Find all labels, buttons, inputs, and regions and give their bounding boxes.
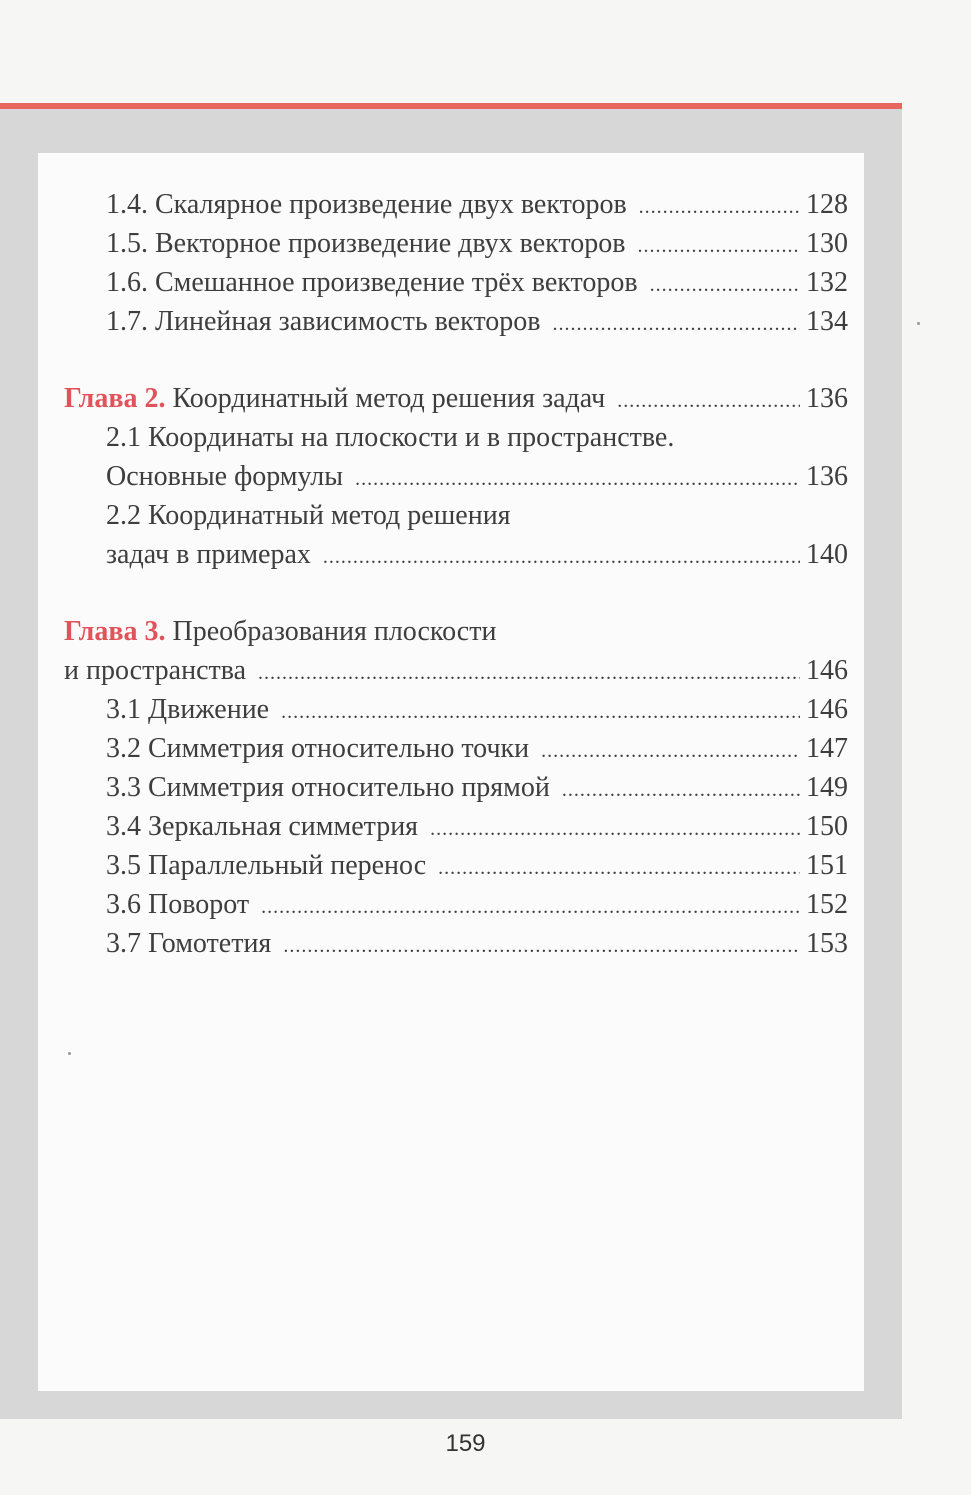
toc-entry-3-6 xyxy=(64,885,848,924)
toc-entry-label: 3.5 Параллельный перенос xyxy=(106,850,427,881)
toc-page-number: 134 xyxy=(806,306,848,337)
dot-leader xyxy=(541,732,800,771)
toc-entry-label: 2.2 Координатный метод решения xyxy=(106,500,511,531)
toc-entry-3-7 xyxy=(64,924,848,963)
toc-chapter-3 xyxy=(64,651,848,690)
toc-entry-label: 1.7. Линейная зависимость векторов xyxy=(106,306,541,337)
chapter-title: Координатный метод решения задач xyxy=(172,383,606,414)
toc-page-number: 152 xyxy=(806,889,848,920)
dot-leader xyxy=(258,654,800,693)
toc-entry-1-6 xyxy=(64,263,848,302)
toc-entry-label: 3.3 Симметрия относительно прямой xyxy=(106,772,550,803)
dot-leader xyxy=(438,849,800,888)
toc-entry-2-1-line1 xyxy=(64,418,848,457)
dot-leader xyxy=(355,460,800,499)
toc-page-number: 146 xyxy=(806,694,848,725)
toc-entry-2-1 xyxy=(64,457,848,496)
toc-page-number: 128 xyxy=(806,189,848,220)
dot-leader xyxy=(650,266,800,305)
toc-entry-3-2 xyxy=(64,729,848,768)
dot-leader xyxy=(283,927,800,966)
toc-entry-label: 3.1 Движение xyxy=(106,694,270,725)
chapter-title: и пространства xyxy=(64,655,247,686)
toc-page-number: 149 xyxy=(806,772,848,803)
toc-page-number: 150 xyxy=(806,811,848,842)
toc-chapter-3-line1 xyxy=(64,612,848,651)
dot-leader xyxy=(281,693,800,732)
toc-chapter-2 xyxy=(64,379,848,418)
page-number: 159 xyxy=(445,1430,486,1457)
toc-entry-1-4 xyxy=(64,185,848,224)
toc-page-number: 151 xyxy=(806,850,848,881)
dot-leader xyxy=(261,888,800,927)
toc-page-number: 130 xyxy=(806,228,848,259)
toc-entry-label: Основные формулы xyxy=(106,461,344,492)
toc-entry-label: 3.4 Зеркальная симметрия xyxy=(106,811,419,842)
toc-entry-1-5 xyxy=(64,224,848,263)
speck xyxy=(68,1052,71,1055)
toc-entry-1-7 xyxy=(64,302,848,341)
toc-entry-label: 1.5. Векторное произведение двух векторов xyxy=(106,228,626,259)
toc-entry-3-5 xyxy=(64,846,848,885)
toc-page-number: 140 xyxy=(806,539,848,570)
toc-entry-2-2 xyxy=(64,535,848,574)
toc-page-number: 136 xyxy=(806,461,848,492)
toc-entry-2-2-line1 xyxy=(64,496,848,535)
toc-entry-label: задач в примерах xyxy=(106,539,311,570)
toc-entry-3-3 xyxy=(64,768,848,807)
chapter-title: Преобразования плоскости xyxy=(172,616,497,647)
toc-entry-label: 1.4. Скалярное произведение двух векторов xyxy=(106,189,627,220)
toc-entry-label: 1.6. Смешанное произведение трёх векторов xyxy=(106,267,638,298)
toc-page-number: 153 xyxy=(806,928,848,959)
chapter-label: Глава 2. xyxy=(64,383,166,414)
dot-leader xyxy=(430,810,800,849)
toc-entry-3-4 xyxy=(64,807,848,846)
dot-leader xyxy=(617,382,800,421)
table-of-contents xyxy=(64,185,848,963)
toc-page-number: 147 xyxy=(806,733,848,764)
toc-entry-3-1 xyxy=(64,690,848,729)
chapter-label: Глава 3. xyxy=(64,616,166,647)
toc-page-number: 132 xyxy=(806,267,848,298)
dot-leader xyxy=(552,305,800,344)
toc-page-number: 136 xyxy=(806,383,848,414)
dot-leader xyxy=(323,538,800,577)
toc-entry-label: 2.1 Координаты на плоскости и в пространстве. xyxy=(106,422,675,453)
dot-leader xyxy=(638,227,801,266)
dot-leader xyxy=(562,771,800,810)
toc-entry-label: 3.2 Симметрия относительно точки xyxy=(106,733,530,764)
toc-entry-label: 3.7 Гомотетия xyxy=(106,928,272,959)
toc-entry-label: 3.6 Поворот xyxy=(106,889,250,920)
toc-page-number: 146 xyxy=(806,655,848,686)
dot-leader xyxy=(639,188,800,227)
speck xyxy=(917,322,920,325)
